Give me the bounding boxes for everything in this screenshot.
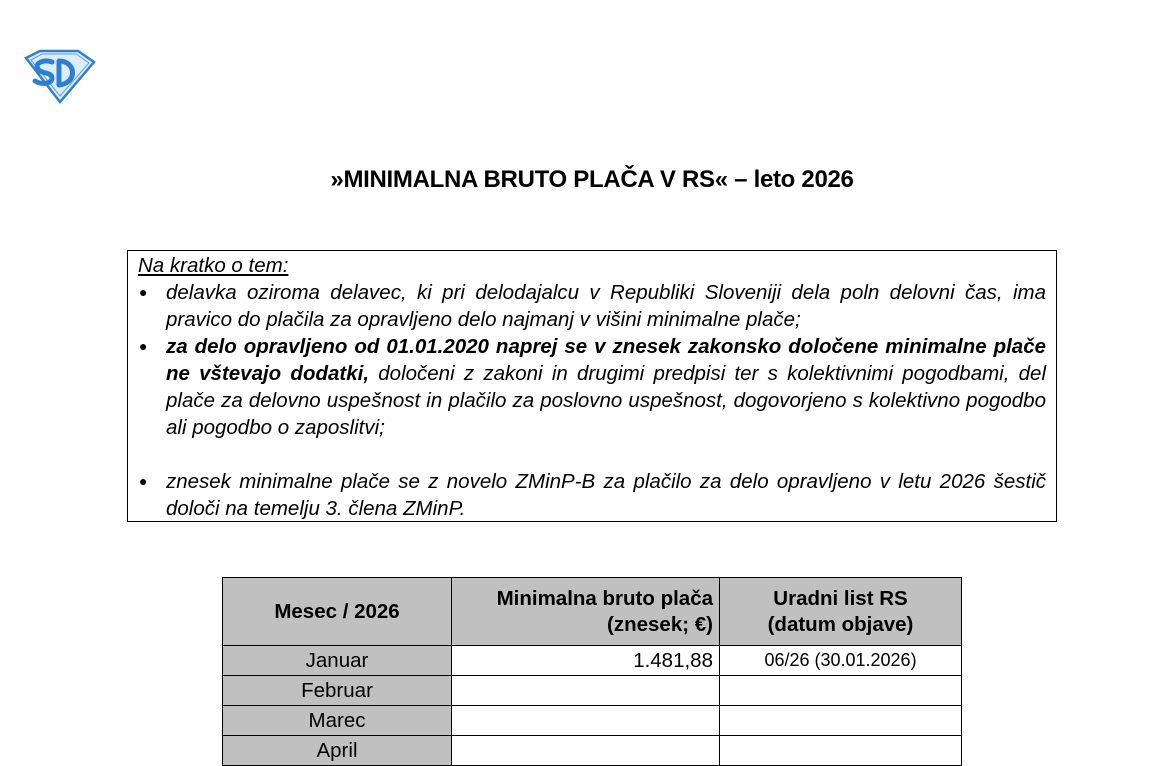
minimum-wage-table bbox=[222, 577, 962, 766]
header-amount bbox=[452, 578, 720, 646]
cell-gazette bbox=[720, 706, 962, 736]
summary-heading: Na kratko o tem: bbox=[138, 254, 289, 277]
page-title: »MINIMALNA BRUTO PLAČA V RS« – leto 2026 bbox=[330, 166, 854, 193]
summary-item-2 bbox=[138, 333, 1046, 441]
bullet-icon: ● bbox=[139, 284, 148, 300]
sd-shield-logo-icon bbox=[22, 48, 96, 104]
bullet-icon: ● bbox=[139, 473, 148, 489]
header-gazette bbox=[720, 578, 962, 646]
cell-amount: 1.481,88 bbox=[452, 646, 720, 676]
cell-month: Februar bbox=[223, 676, 452, 706]
cell-gazette bbox=[720, 676, 962, 706]
header-amount-line1: Minimalna bruto plača bbox=[496, 586, 713, 610]
summary-item-2-bold-text: za delo opravljeno od 01.01.2020 naprej se v znesek zakonsko določene minimalne plače ne vštevajo dodatki, bbox=[166, 335, 1046, 385]
summary-box bbox=[127, 250, 1057, 522]
summary-item-3 bbox=[138, 468, 1046, 522]
table-header-row bbox=[223, 578, 962, 646]
table-row bbox=[223, 706, 962, 736]
bullet-icon: ● bbox=[139, 338, 148, 354]
cell-month: April bbox=[223, 736, 452, 766]
summary-list bbox=[138, 279, 1046, 522]
cell-month: Marec bbox=[223, 706, 452, 736]
table-row bbox=[223, 736, 962, 766]
summary-item-3-text: znesek minimalne plače se z novelo ZMinP-B za plačilo za delo opravljeno v letu 2026 šestič določi na temelju 3. člena ZMinP. bbox=[166, 470, 1046, 520]
cell-amount bbox=[452, 706, 720, 736]
header-month: Mesec / 2026 bbox=[223, 578, 452, 646]
table-row bbox=[223, 646, 962, 676]
cell-amount bbox=[452, 736, 720, 766]
header-amount-line2: (znesek; €) bbox=[607, 612, 713, 636]
cell-gazette: 06/26 (30.01.2026) bbox=[720, 646, 962, 676]
summary-item-1 bbox=[138, 279, 1046, 333]
cell-gazette bbox=[720, 736, 962, 766]
summary-item-2-text: določeni z zakoni in drugimi predpisi ter s kolektivnimi pogodbami, del plače za delovno uspešnost in plačilo za poslovno uspešnost, dogovorjeno s kolektivno pogodbo ali pogodbo o zaposlitvi; bbox=[166, 362, 1047, 439]
summary-item-1-text: delavka oziroma delavec, ki pri delodajalcu v Republiki Sloveniji dela poln delovni čas, ima pravico do plačila za opravljeno delo najmanj v višini minimalne plače; bbox=[166, 281, 1046, 331]
header-gazette-line2: (datum objave) bbox=[767, 612, 914, 636]
cell-month: Januar bbox=[223, 646, 452, 676]
header-gazette-line1: Uradni list RS bbox=[773, 586, 908, 610]
cell-amount bbox=[452, 676, 720, 706]
table-row bbox=[223, 676, 962, 706]
